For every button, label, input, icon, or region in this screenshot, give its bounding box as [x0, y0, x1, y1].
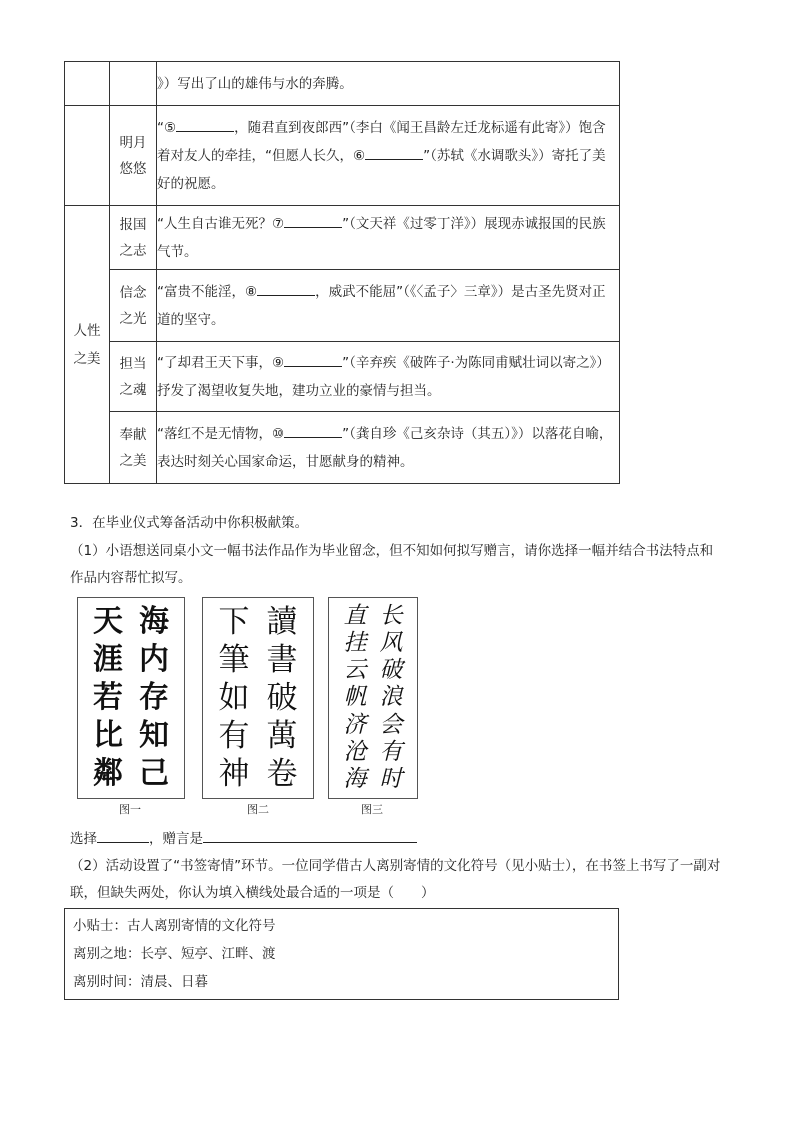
subcategory-line: 担当 — [119, 355, 147, 372]
calligraphy-character: 时 — [379, 765, 403, 792]
figure-1-label: 图一 — [119, 803, 141, 816]
answer-line — [70, 828, 417, 849]
row-content — [157, 270, 620, 342]
content-text: 》）写出了山的雄伟与水的奔腾。 — [157, 75, 353, 92]
row-content — [157, 342, 620, 412]
calligraphy-figure-2 — [202, 597, 314, 799]
calligraphy-character: 有 — [218, 717, 250, 754]
poem-table — [64, 61, 620, 484]
calligraphy-character: 如 — [218, 679, 250, 716]
question-3-title: 3．在毕业仪式筹备活动中你积极献策。 — [70, 515, 309, 531]
subcategory-line: 之光 — [119, 310, 147, 327]
row-content — [157, 206, 620, 270]
category-line: 人性 — [73, 322, 101, 339]
tip-line: 离别之地：长亭、短亭、江畔、渡 — [73, 946, 276, 962]
calligraphy-character: 存 — [139, 680, 170, 715]
subcategory-cell — [110, 206, 157, 270]
calligraphy-character: 沧 — [343, 738, 367, 765]
subcategory-cell — [110, 412, 157, 484]
calligraphy-character: 涯 — [92, 642, 123, 677]
subcategory-cell-empty — [110, 62, 157, 106]
content-text: ，随君直到夜郎西”（李白《闻王昌龄左迁龙标遥有此寄》）饱含着对友人的牵挂，“但愿人长久，⑥ — [157, 119, 606, 164]
subcategory-line: 明月 — [119, 134, 147, 151]
content-text: “富贵不能淫，⑧ — [157, 283, 258, 300]
calligraphy-column — [373, 603, 409, 793]
calligraphy-character: 破 — [379, 657, 403, 684]
tips-box — [64, 908, 619, 1000]
figure-2-label: 图二 — [247, 803, 269, 816]
calligraphy-character: 济 — [343, 711, 367, 738]
fill-in-blank[interactable] — [284, 423, 342, 438]
content-text: ”（苏轼《水调歌头》）寄托了美好的祝愿。 — [157, 147, 606, 192]
subcategory-line: 之魂 — [119, 381, 147, 398]
calligraphy-column — [87, 603, 129, 793]
row-content — [157, 412, 620, 484]
subcategory-line: 报国 — [119, 216, 147, 233]
content-text: “落红不是无情物，⑩ — [157, 425, 285, 442]
gift-label: ，赠言是 — [149, 831, 203, 847]
subcategory-line: 之志 — [119, 242, 147, 259]
question-3-part-1: （1）小语想送同桌小文一幅书法作品作为毕业留念，但不知如何拟写赠言，请你选择一幅并结合书法特点和作品内容帮忙拟写。 — [70, 543, 714, 586]
calligraphy-character: 卷 — [266, 755, 298, 792]
category-line: 之美 — [73, 350, 101, 367]
calligraphy-character: 浪 — [379, 684, 403, 711]
subcategory-line: 信念 — [119, 284, 147, 301]
calligraphy-character: 比 — [92, 718, 123, 753]
figure-3-label: 图三 — [361, 803, 383, 816]
calligraphy-character: 萬 — [266, 717, 298, 754]
subcategory-line: 之美 — [119, 452, 147, 469]
calligraphy-character: 直 — [343, 603, 367, 630]
calligraphy-character: 会 — [379, 711, 403, 738]
category-cell-empty — [65, 62, 110, 106]
calligraphy-character: 破 — [266, 679, 298, 716]
calligraphy-character: 讀 — [266, 603, 298, 640]
row-content — [157, 62, 620, 106]
tip-line: 离别时间：清晨、日暮 — [73, 974, 208, 990]
table-row — [65, 106, 620, 206]
subcategory-cell — [110, 270, 157, 342]
table-row — [65, 62, 620, 106]
content-text: ，威武不能屈”（《〈孟子〉三章》）是古圣先贤对正道的坚守。 — [157, 283, 606, 328]
calligraphy-character: 神 — [218, 755, 250, 792]
content-text: ”（龚自珍《己亥杂诗（其五）》）以落花自喻，表达时刻关心国家命运，甘愿献身的精神。 — [157, 425, 613, 470]
calligraphy-column — [260, 603, 304, 793]
category-cell-empty — [65, 106, 110, 206]
calligraphy-figure-1 — [77, 597, 185, 799]
content-text: “人生自古谁无死？⑦ — [157, 215, 285, 232]
calligraphy-figure-3 — [328, 597, 418, 799]
fill-in-blank[interactable] — [284, 213, 342, 228]
calligraphy-character: 書 — [266, 641, 298, 678]
calligraphy-character: 知 — [139, 718, 170, 753]
fill-in-blank[interactable] — [257, 281, 315, 296]
calligraphy-character: 天 — [92, 604, 123, 639]
calligraphy-column — [337, 603, 373, 793]
subcategory-cell — [110, 342, 157, 412]
calligraphy-character: 海 — [139, 604, 170, 639]
choose-label: 选择 — [70, 831, 97, 847]
calligraphy-character: 鄰 — [92, 756, 123, 791]
content-text: “⑤ — [157, 119, 177, 136]
calligraphy-character: 下 — [218, 603, 250, 640]
row-content — [157, 106, 620, 206]
calligraphy-column — [212, 603, 256, 793]
calligraphy-character: 云 — [343, 657, 367, 684]
table-row — [65, 270, 620, 342]
calligraphy-character: 风 — [379, 630, 403, 657]
table-row — [65, 412, 620, 484]
table-row — [65, 206, 620, 270]
subcategory-line: 悠悠 — [119, 160, 147, 177]
calligraphy-character: 己 — [139, 756, 170, 791]
calligraphy-character: 若 — [92, 680, 123, 715]
question-3-part-2: （2）活动设置了“书签寄情”环节。一位同学借古人离别寄情的文化符号（见小贴士），在书签上书写了一副对联，但缺失两处，你认为填入横线处最合适的一项是（ ） — [70, 858, 721, 901]
calligraphy-character: 筆 — [218, 641, 250, 678]
category-cell — [65, 206, 110, 484]
table-row — [65, 342, 620, 412]
calligraphy-column — [133, 603, 175, 793]
calligraphy-character: 海 — [343, 765, 367, 792]
content-text: ”（文天祥《过零丁洋》）展现赤诚报国的民族气节。 — [157, 215, 606, 260]
subcategory-line: 奉献 — [119, 426, 147, 443]
figure-choice-blank[interactable] — [97, 828, 149, 843]
fill-in-blank[interactable] — [365, 145, 423, 160]
calligraphy-character: 有 — [379, 738, 403, 765]
calligraphy-character: 长 — [379, 603, 403, 630]
fill-in-blank[interactable] — [176, 117, 234, 132]
content-text: “了却君王天下事，⑨ — [157, 354, 285, 371]
subcategory-cell — [110, 106, 157, 206]
fill-in-blank[interactable] — [284, 352, 342, 367]
calligraphy-character: 内 — [139, 642, 170, 677]
calligraphy-character: 挂 — [343, 630, 367, 657]
calligraphy-character: 帆 — [343, 684, 367, 711]
gift-text-blank[interactable] — [203, 828, 417, 843]
tip-line: 小贴士：古人离别寄情的文化符号 — [73, 918, 276, 934]
content-text: ”（辛弃疾《破阵子·为陈同甫赋壮词以寄之》）抒发了渴望收复失地，建功立业的豪情与担当。 — [157, 354, 610, 399]
